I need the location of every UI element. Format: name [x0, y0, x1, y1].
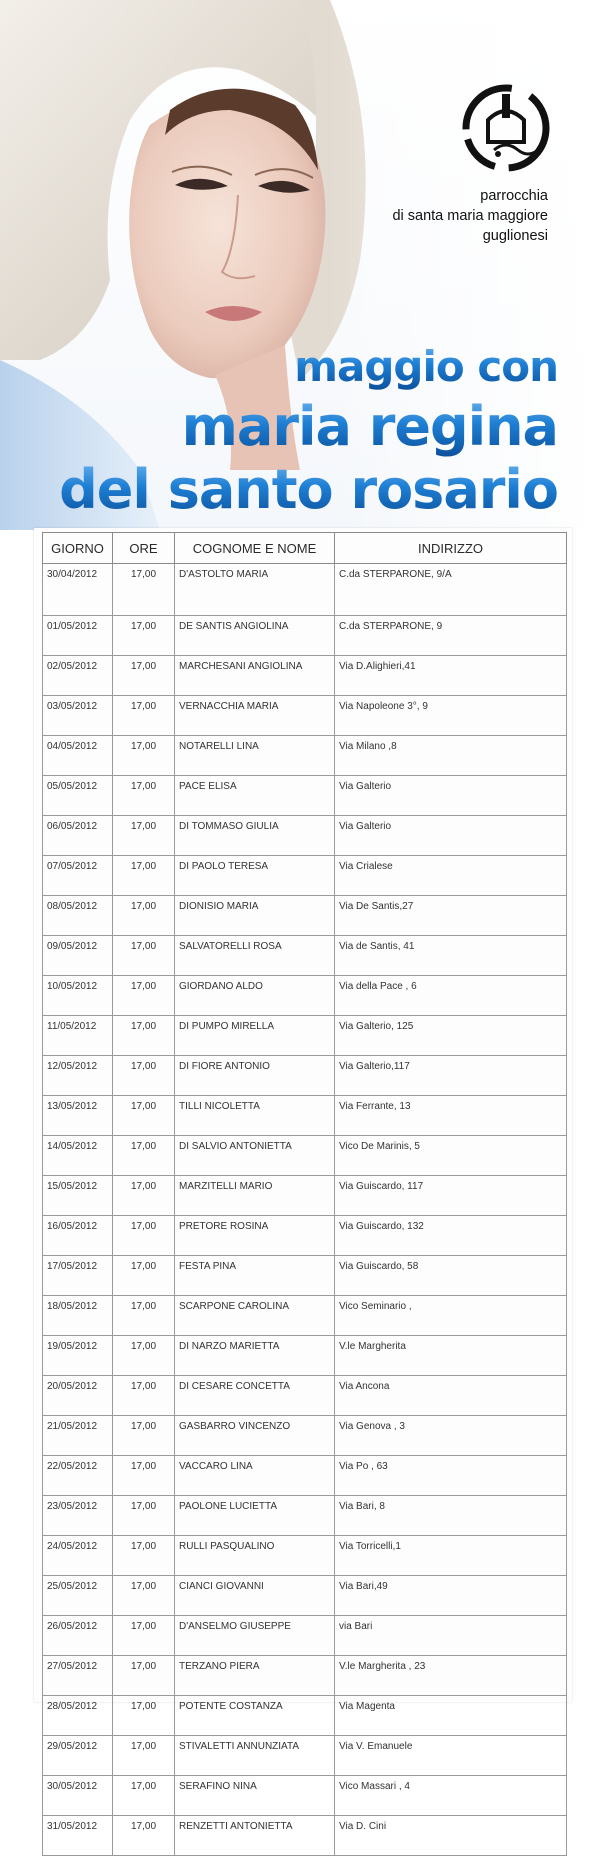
title-line-3: del santo rosario: [59, 458, 558, 521]
header-indirizzo: INDIRIZZO: [335, 533, 567, 564]
cell-nome: GIORDANO ALDO: [175, 976, 335, 1016]
table-row: [43, 1216, 567, 1256]
cell-ore: 17,00: [113, 1136, 175, 1176]
cell-nome: DI TOMMASO GIULIA: [175, 816, 335, 856]
cell-giorno: 13/05/2012: [43, 1096, 113, 1136]
cell-ore: 17,00: [113, 1496, 175, 1536]
cell-giorno: 09/05/2012: [43, 936, 113, 976]
table-header-row: [43, 533, 567, 564]
cell-ore: 17,00: [113, 1736, 175, 1776]
table-row: [43, 1696, 567, 1736]
cell-indirizzo: Via Guiscardo, 132: [335, 1216, 567, 1256]
table-row: [43, 1416, 567, 1456]
cell-ore: 17,00: [113, 1816, 175, 1856]
parish-line-1: parrocchia: [480, 188, 548, 204]
cell-giorno: 30/05/2012: [43, 1776, 113, 1816]
cell-ore: 17,00: [113, 1216, 175, 1256]
cell-nome: PRETORE ROSINA: [175, 1216, 335, 1256]
cell-indirizzo: Vico Massari , 4: [335, 1776, 567, 1816]
cell-nome: DI PAOLO TERESA: [175, 856, 335, 896]
cell-nome: VERNACCHIA MARIA: [175, 696, 335, 736]
cell-nome: RENZETTI ANTONIETTA: [175, 1816, 335, 1856]
cell-giorno: 23/05/2012: [43, 1496, 113, 1536]
cell-ore: 17,00: [113, 1576, 175, 1616]
cell-indirizzo: V.le Margherita , 23: [335, 1656, 567, 1696]
cell-ore: 17,00: [113, 1696, 175, 1736]
table-row: [43, 656, 567, 696]
cell-indirizzo: Via De Santis,27: [335, 896, 567, 936]
cell-giorno: 26/05/2012: [43, 1616, 113, 1656]
table-row: [43, 1096, 567, 1136]
cell-nome: MARZITELLI MARIO: [175, 1176, 335, 1216]
cell-nome: DI CESARE CONCETTA: [175, 1376, 335, 1416]
cell-ore: 17,00: [113, 1776, 175, 1816]
cell-ore: 17,00: [113, 936, 175, 976]
cell-giorno: 20/05/2012: [43, 1376, 113, 1416]
table-row: [43, 1496, 567, 1536]
cell-indirizzo: Via Crialese: [335, 856, 567, 896]
table-row: [43, 616, 567, 656]
cell-nome: PACE ELISA: [175, 776, 335, 816]
cell-giorno: 04/05/2012: [43, 736, 113, 776]
table-row: [43, 1136, 567, 1176]
cell-ore: 17,00: [113, 776, 175, 816]
cell-giorno: 05/05/2012: [43, 776, 113, 816]
cell-ore: 17,00: [113, 1056, 175, 1096]
cell-indirizzo: C.da STERPARONE, 9: [335, 616, 567, 656]
cell-nome: D'ASTOLTO MARIA: [175, 564, 335, 616]
table-row: [43, 1816, 567, 1856]
cell-ore: 17,00: [113, 896, 175, 936]
cell-ore: 17,00: [113, 696, 175, 736]
cell-ore: 17,00: [113, 1656, 175, 1696]
cell-giorno: 07/05/2012: [43, 856, 113, 896]
table-row: [43, 816, 567, 856]
cell-ore: 17,00: [113, 1096, 175, 1136]
cell-indirizzo: C.da STERPARONE, 9/A: [335, 564, 567, 616]
table-row: [43, 1016, 567, 1056]
cell-giorno: 12/05/2012: [43, 1056, 113, 1096]
table-body: [43, 564, 567, 1856]
cell-ore: 17,00: [113, 1296, 175, 1336]
cell-indirizzo: Via Guiscardo, 58: [335, 1256, 567, 1296]
cell-nome: POTENTE COSTANZA: [175, 1696, 335, 1736]
cell-nome: SALVATORELLI ROSA: [175, 936, 335, 976]
cell-ore: 17,00: [113, 1016, 175, 1056]
cell-indirizzo: Via V. Emanuele: [335, 1736, 567, 1776]
cell-indirizzo: Via Magenta: [335, 1696, 567, 1736]
cell-giorno: 10/05/2012: [43, 976, 113, 1016]
table-row: [43, 1256, 567, 1296]
parish-logo-icon: [458, 80, 554, 176]
cell-nome: SERAFINO NINA: [175, 1776, 335, 1816]
cell-nome: NOTARELLI LINA: [175, 736, 335, 776]
cell-ore: 17,00: [113, 856, 175, 896]
cell-nome: MARCHESANI ANGIOLINA: [175, 656, 335, 696]
cell-giorno: 08/05/2012: [43, 896, 113, 936]
cell-giorno: 21/05/2012: [43, 1416, 113, 1456]
cell-indirizzo: Via D.Alighieri,41: [335, 656, 567, 696]
cell-indirizzo: Via Galterio: [335, 776, 567, 816]
title-line-1: maggio con: [294, 342, 558, 391]
cell-ore: 17,00: [113, 616, 175, 656]
cell-giorno: 02/05/2012: [43, 656, 113, 696]
cell-giorno: 06/05/2012: [43, 816, 113, 856]
header-giorno: GIORNO: [43, 533, 113, 564]
cell-indirizzo: Via Guiscardo, 117: [335, 1176, 567, 1216]
cell-nome: DI SALVIO ANTONIETTA: [175, 1136, 335, 1176]
cell-nome: DI PUMPO MIRELLA: [175, 1016, 335, 1056]
cell-giorno: 30/04/2012: [43, 564, 113, 616]
cell-nome: PAOLONE LUCIETTA: [175, 1496, 335, 1536]
cell-giorno: 22/05/2012: [43, 1456, 113, 1496]
cell-indirizzo: Via Torricelli,1: [335, 1536, 567, 1576]
table-row: [43, 736, 567, 776]
header-nome: COGNOME E NOME: [175, 533, 335, 564]
cell-nome: DE SANTIS ANGIOLINA: [175, 616, 335, 656]
cell-ore: 17,00: [113, 1536, 175, 1576]
cell-nome: VACCARO LINA: [175, 1456, 335, 1496]
table-row: [43, 1576, 567, 1616]
cell-ore: 17,00: [113, 1616, 175, 1656]
table-row: [43, 936, 567, 976]
cell-giorno: 11/05/2012: [43, 1016, 113, 1056]
cell-indirizzo: Via Genova , 3: [335, 1416, 567, 1456]
table-row: [43, 856, 567, 896]
cell-indirizzo: Via D. Cini: [335, 1816, 567, 1856]
table-row: [43, 564, 567, 616]
table-row: [43, 1736, 567, 1776]
parish-name: [392, 186, 548, 246]
cell-nome: FESTA PINA: [175, 1256, 335, 1296]
cell-giorno: 16/05/2012: [43, 1216, 113, 1256]
cell-ore: 17,00: [113, 564, 175, 616]
table-row: [43, 1176, 567, 1216]
table-row: [43, 776, 567, 816]
table-row: [43, 896, 567, 936]
cell-giorno: 27/05/2012: [43, 1656, 113, 1696]
table-row: [43, 1456, 567, 1496]
cell-ore: 17,00: [113, 976, 175, 1016]
cell-nome: D'ANSELMO GIUSEPPE: [175, 1616, 335, 1656]
cell-giorno: 17/05/2012: [43, 1256, 113, 1296]
table-row: [43, 1616, 567, 1656]
cell-indirizzo: Via de Santis, 41: [335, 936, 567, 976]
cell-indirizzo: V.le Margherita: [335, 1336, 567, 1376]
cell-giorno: 01/05/2012: [43, 616, 113, 656]
cell-ore: 17,00: [113, 1456, 175, 1496]
cell-nome: DI FIORE ANTONIO: [175, 1056, 335, 1096]
table-row: [43, 976, 567, 1016]
cell-indirizzo: Via Galterio: [335, 816, 567, 856]
cell-indirizzo: Via Bari,49: [335, 1576, 567, 1616]
cell-nome: TERZANO PIERA: [175, 1656, 335, 1696]
table-row: [43, 1056, 567, 1096]
cell-ore: 17,00: [113, 1416, 175, 1456]
header-ore: ORE: [113, 533, 175, 564]
cell-indirizzo: Via Bari, 8: [335, 1496, 567, 1536]
cell-nome: STIVALETTI ANNUNZIATA: [175, 1736, 335, 1776]
cell-giorno: 24/05/2012: [43, 1536, 113, 1576]
cell-ore: 17,00: [113, 1176, 175, 1216]
cell-ore: 17,00: [113, 1376, 175, 1416]
table-row: [43, 1336, 567, 1376]
cell-ore: 17,00: [113, 656, 175, 696]
cell-indirizzo: Vico De Marinis, 5: [335, 1136, 567, 1176]
cell-indirizzo: Via Milano ,8: [335, 736, 567, 776]
cell-nome: GASBARRO VINCENZO: [175, 1416, 335, 1456]
cell-indirizzo: Via Galterio, 125: [335, 1016, 567, 1056]
cell-giorno: 28/05/2012: [43, 1696, 113, 1736]
cell-indirizzo: via Bari: [335, 1616, 567, 1656]
cell-ore: 17,00: [113, 1336, 175, 1376]
cell-giorno: 29/05/2012: [43, 1736, 113, 1776]
cell-ore: 17,00: [113, 816, 175, 856]
cell-nome: TILLI NICOLETTA: [175, 1096, 335, 1136]
cell-nome: SCARPONE CAROLINA: [175, 1296, 335, 1336]
title-line-2: maria regina: [181, 395, 558, 458]
cell-giorno: 03/05/2012: [43, 696, 113, 736]
table-row: [43, 1776, 567, 1816]
cell-giorno: 15/05/2012: [43, 1176, 113, 1216]
cell-indirizzo: Via Ancona: [335, 1376, 567, 1416]
cell-indirizzo: Via Galterio,117: [335, 1056, 567, 1096]
cell-giorno: 25/05/2012: [43, 1576, 113, 1616]
cell-indirizzo: Via Po , 63: [335, 1456, 567, 1496]
cell-giorno: 19/05/2012: [43, 1336, 113, 1376]
table-row: [43, 1656, 567, 1696]
hero-banner: [0, 0, 600, 530]
table-row: [43, 1536, 567, 1576]
cell-indirizzo: Via Napoleone 3°, 9: [335, 696, 567, 736]
cell-nome: RULLI PASQUALINO: [175, 1536, 335, 1576]
table-row: [43, 696, 567, 736]
cell-giorno: 14/05/2012: [43, 1136, 113, 1176]
rosary-schedule-table: [42, 532, 567, 1856]
cell-giorno: 31/05/2012: [43, 1816, 113, 1856]
parish-line-3: guglionesi: [482, 228, 548, 244]
cell-nome: DI NARZO MARIETTA: [175, 1336, 335, 1376]
cell-nome: CIANCI GIOVANNI: [175, 1576, 335, 1616]
cell-indirizzo: Via Ferrante, 13: [335, 1096, 567, 1136]
table-row: [43, 1296, 567, 1336]
cell-ore: 17,00: [113, 1256, 175, 1296]
cell-nome: DIONISIO MARIA: [175, 896, 335, 936]
cell-indirizzo: Vico Seminario ,: [335, 1296, 567, 1336]
cell-giorno: 18/05/2012: [43, 1296, 113, 1336]
cell-indirizzo: Via della Pace , 6: [335, 976, 567, 1016]
table-row: [43, 1376, 567, 1416]
parish-line-2: di santa maria maggiore: [392, 208, 548, 224]
cell-ore: 17,00: [113, 736, 175, 776]
